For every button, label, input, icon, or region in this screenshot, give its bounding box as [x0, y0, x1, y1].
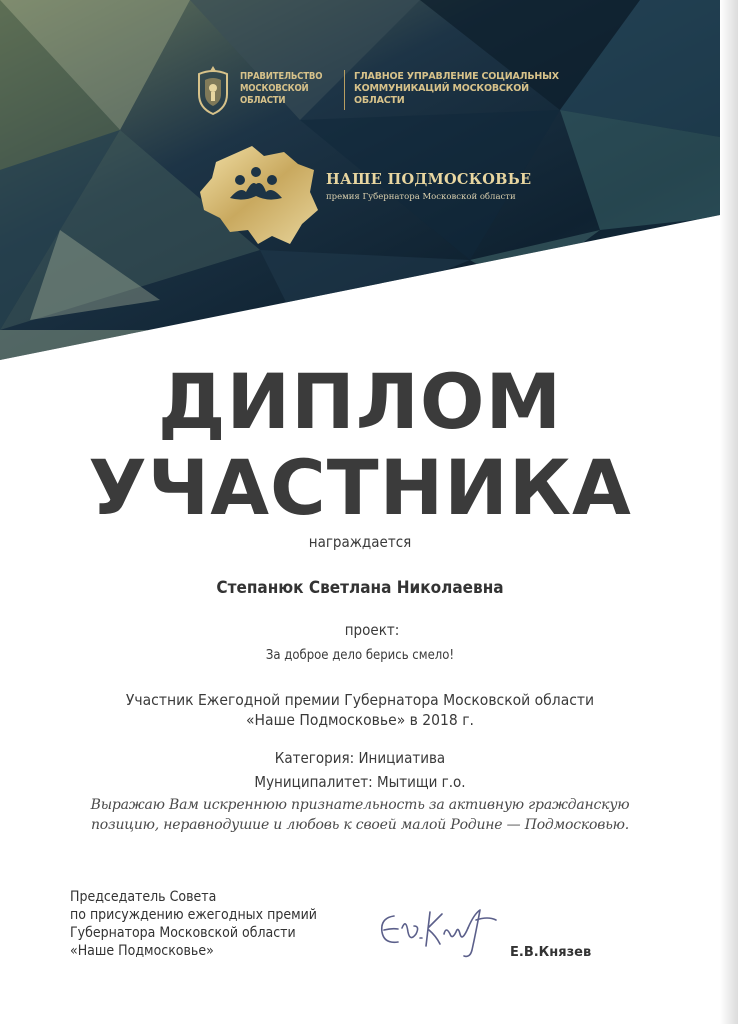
participant-line1: Участник Ежегодной премии Губернатора Московской области [125, 691, 595, 709]
signatory-title [70, 888, 370, 960]
category-line: Категория: Инициатива [274, 749, 446, 767]
signatory-title-line: по присуждению ежегодных премий [70, 907, 317, 923]
signatory-name: Е.В.Князев [510, 945, 592, 960]
handwritten-signature [372, 898, 502, 964]
project-name: За доброе дело берись смело! [265, 648, 455, 663]
project-label: проект: [344, 621, 400, 639]
region-map-logo-icon [194, 140, 322, 248]
award-subtitle: премия Губернатора Московской области [326, 192, 516, 202]
participant-line2: «Наше Подмосковье» в 2018 г. [246, 711, 474, 729]
paper-edge [720, 0, 738, 1024]
diploma-title-line1: ДИПЛОМ [157, 357, 563, 446]
gratitude-line2: позицию, неравнодушие и любовь к своей малой Родине — Подмосковью. [90, 817, 630, 833]
signatory-title-line: «Наше Подмосковье» [70, 943, 214, 959]
department-name: ГЛАВНОЕ УПРАВЛЕНИЕ СОЦИАЛЬНЫХ КОММУНИКАЦИЙ МОСКОВСКОЙ ОБЛАСТИ [354, 71, 559, 106]
awarded-label: награждается [308, 533, 412, 551]
diploma-title-line2: УЧАСТНИКА [88, 443, 632, 532]
recipient-name: Степанюк Светлана Николаевна [216, 578, 504, 598]
signatory-title-line: Губернатора Московской области [70, 925, 296, 941]
header-divider [344, 70, 345, 110]
signatory-title-line: Председатель Совета [70, 889, 217, 905]
municipality-line: Муниципалитет: Мытищи г.о. [254, 773, 466, 791]
coat-of-arms-icon [193, 64, 233, 116]
award-title: НАШЕ ПОДМОСКОВЬЕ [326, 171, 532, 188]
gratitude-line1: Выражаю Вам искреннюю признательность за активную гражданскую [90, 797, 630, 813]
government-name: ПРАВИТЕЛЬСТВО МОСКОВСКОЙ ОБЛАСТИ [240, 71, 323, 106]
